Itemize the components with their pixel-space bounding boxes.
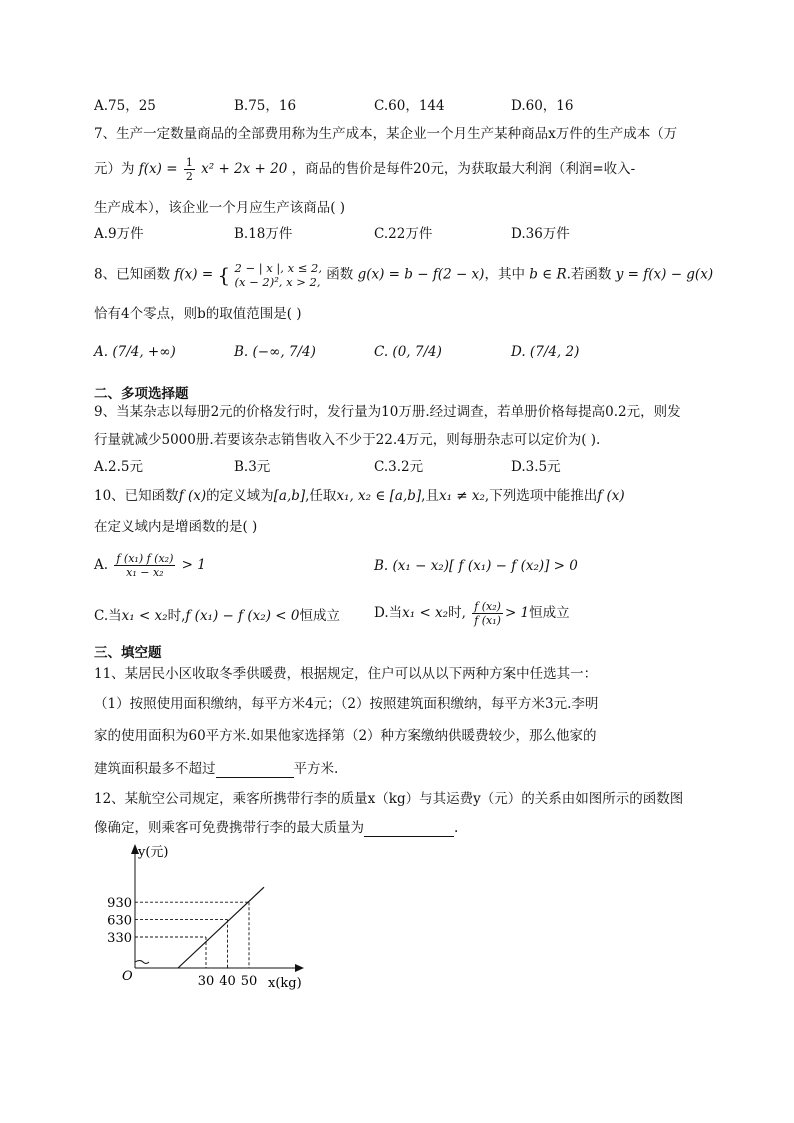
q10-line1-pre: 10、已知函数 (94, 488, 179, 504)
q8-brace: { (217, 263, 231, 287)
q8-line1-mid2: ，其中 (484, 266, 525, 283)
q8-line1 (94, 261, 713, 289)
q7-formula-rest: x² + 2x + 20 (201, 161, 288, 177)
q8-fx: f(x) = (174, 266, 214, 283)
q10-option-d (374, 600, 570, 627)
y-tick-330: 330 (107, 931, 132, 946)
chart-axes (131, 844, 304, 972)
q6-option-d: D.60，16 (511, 98, 574, 114)
x-axis-arrow-icon (295, 964, 304, 972)
q8-bR: b ∈ R (529, 266, 567, 283)
q8-gx: g(x) = b − f(2 − x) (357, 266, 485, 283)
q10-option-c (94, 607, 340, 625)
q11-line1: 11、某居民小区收取冬季供暖费，根据规定，住户可以从以下两种方案中任选其一： (94, 666, 598, 682)
q10-line1 (94, 487, 625, 505)
q6-option-b: B.75，16 (234, 98, 297, 114)
q9-option-c: C.3.2元 (374, 459, 424, 475)
q10-optA-post: > 1 (181, 557, 206, 573)
q10-line1-a: 的定义域为 (206, 488, 274, 504)
q10-optA-pre: A. (94, 557, 109, 573)
q7-formula-frac (184, 156, 195, 183)
q7-frac-den: 2 (185, 170, 193, 183)
q8-yx: y = f(x) − g(x) (615, 266, 714, 283)
q7-line2-pre: 元）为 (94, 161, 135, 177)
q11-line4-pre: 建筑面积最多不超过 (94, 761, 216, 777)
q10-optC-cond: x₁ < x₂ (121, 608, 168, 624)
q10-fx2: f (x) (597, 488, 625, 504)
q10-optD-frac (472, 600, 503, 627)
q7-line3: 生产成本），该企业一个月应生产该商品( ) (94, 200, 346, 216)
q7-option-d: D.36万件 (511, 226, 570, 242)
x-tick-40: 40 (219, 974, 236, 989)
y-tick-930: 930 (107, 896, 132, 912)
q10-domain: [a,b] (273, 488, 306, 504)
q9-line2: 行量就减少5000册.若要该杂志销售收入不少于22.4万元，则每册杂志可以定价为( ). (94, 432, 601, 448)
q10-optD-pre: D.当 (374, 605, 403, 621)
q7-line2 (94, 156, 635, 183)
section-3-heading: 三、填空题 (94, 645, 162, 661)
q7-formula-lhs: f(x) = (138, 161, 178, 177)
q10-optD-ineq: > 1 (504, 605, 530, 621)
q10-optC-ineq: f (x₁) − f (x₂) < 0 (185, 608, 300, 624)
q8-line1-pre: 8、已知函数 (94, 266, 171, 283)
q10-option-b: B. (x₁ − x₂)[ f (x₁) − f (x₂)] > 0 (374, 558, 578, 574)
y-tick-630: 630 (107, 913, 132, 929)
q9-option-b: B.3元 (234, 459, 271, 475)
q10-optA-num: f (x₁) f (x₂) (116, 552, 174, 565)
q10-pick: x₁, x₂ ∈ [a,b] (336, 488, 422, 504)
q10-line1-c: ,且 (421, 488, 439, 504)
q12-line2-post: . (454, 820, 459, 836)
q7-option-c: C.22万件 (374, 226, 433, 242)
q10-optD-post: 恒成立 (529, 605, 570, 621)
q10-optD-cond: x₁ < x₂ (402, 605, 449, 621)
q10-optA-frac (114, 552, 175, 579)
q10-optC-post: 恒成立 (299, 608, 340, 624)
q10-optC-mid: 时, (167, 608, 186, 624)
q8-option-a: A. (7/4, +∞) (94, 344, 176, 360)
q8-piece2: (x − 2)², x > 2, (234, 275, 321, 289)
q10-optD-num: f (x₂) (474, 600, 501, 613)
origin-label: O (122, 969, 133, 984)
q12-line2-pre: 像确定，则乘客可免费携带行李的最大质量为 (94, 820, 364, 836)
q9-line1: 9、当某杂志以每册2元的价格发行时，发行量为10万册.经过调查，若单册价格每提高0.2元，则发 (94, 404, 681, 420)
q8-piece1: 2 − | x |, x ≤ 2, (234, 261, 322, 275)
q10-neq: x₁ ≠ x₂ (438, 488, 485, 504)
q7-frac-num: 1 (185, 156, 193, 169)
q10-fx: f (x) (178, 488, 207, 504)
q8-line1-mid3: .若函数 (566, 266, 612, 283)
q10-optD-den: f (x₁) (474, 614, 501, 627)
q8-option-c: C. (0, 7/4) (374, 344, 442, 360)
axis-break-icon (135, 961, 149, 964)
q8-line2: 恰有4个零点，则b的取值范围是( ) (94, 306, 302, 322)
q10-optD-mid: 时, (448, 605, 466, 621)
q11-line4 (94, 759, 338, 778)
q12-line1: 12、某航空公司规定，乘客所携带行李的质量x（kg）与其运费y（元）的关系由如图所示的函数图 (94, 791, 684, 807)
q11-line3: 家的使用面积为60平方米.如果他家选择第（2）种方案缴纳供暖费较少，那么他家的 (94, 728, 597, 744)
q7-line2-post: ，商品的售价是每件20元，为获取最大利润（利润=收入- (291, 161, 636, 177)
q10-line1-d: ,下列选项中能推出 (484, 488, 598, 504)
q6-option-c: C.60，144 (374, 98, 445, 114)
chart-guides (135, 902, 249, 968)
q8-piecewise (234, 261, 322, 289)
q10-optC-pre: C.当 (94, 608, 122, 624)
q6-option-a: A.75，25 (94, 98, 156, 114)
q7-option-b: B.18万件 (234, 226, 293, 242)
q11-line4-post: 平方米. (293, 761, 339, 777)
section-2-heading: 二、多项选择题 (94, 386, 189, 402)
q10-optA-den: x₁ − x₂ (126, 566, 164, 579)
y-axis-label: y(元) (138, 845, 169, 860)
q11-line2: （1）按照使用面积缴纳，每平方米4元；（2）按照建筑面积缴纳，每平方米3元.李明 (94, 696, 599, 712)
q8-line1-mid: 函数 (326, 266, 354, 283)
q11-answer-blank (216, 759, 294, 778)
q10-option-a (94, 552, 206, 579)
q7-line1: 7、生产一定数量商品的全部费用称为生产成本，某企业一个月生产某种商品x万件的生产成本（万 (94, 126, 678, 142)
q10-line1-b: ,任取 (305, 488, 337, 504)
q7-option-a: A.9万件 (94, 226, 144, 242)
q9-option-d: D.3.5元 (511, 459, 561, 475)
x-tick-30: 30 (197, 974, 215, 989)
q12-chart (107, 840, 310, 991)
series-line (178, 887, 264, 968)
q8-option-b: B. (−∞, 7/4) (234, 344, 316, 360)
q10-line2: 在定义域内是增函数的是( ) (94, 519, 258, 535)
x-axis-label: x(kg) (268, 976, 302, 991)
q12-line2 (94, 818, 458, 837)
chart-series (178, 887, 264, 968)
q8-option-d: D. (7/4, 2) (511, 344, 580, 360)
x-tick-50: 50 (240, 974, 258, 989)
q12-answer-blank (364, 818, 454, 837)
q9-option-a: A.2.5元 (94, 459, 144, 475)
